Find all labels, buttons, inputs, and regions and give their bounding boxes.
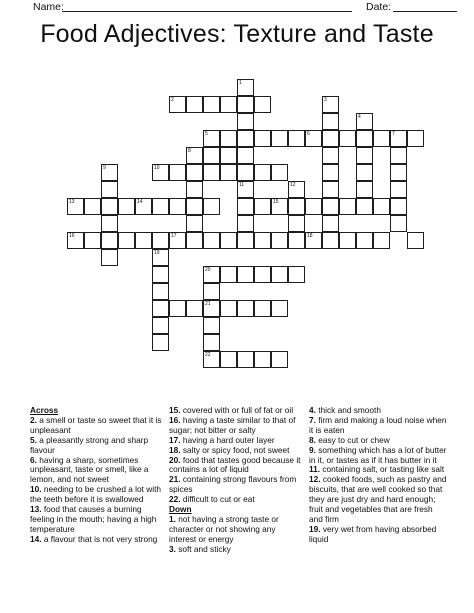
- clue-number: 20: [205, 267, 211, 273]
- clue-number: 2: [171, 97, 174, 103]
- crossword-cell[interactable]: [373, 198, 390, 215]
- crossword-cell[interactable]: [373, 232, 390, 249]
- clue-number: 8: [188, 148, 191, 154]
- crossword-cell[interactable]: [237, 130, 254, 147]
- clue-item: [309, 446, 447, 466]
- crossword-cell[interactable]: [169, 300, 186, 317]
- clue-item-text: containing strong flavours from spices: [169, 474, 297, 495]
- crossword-cell[interactable]: [254, 130, 271, 147]
- crossword-cell[interactable]: [356, 181, 373, 198]
- crossword-cell[interactable]: [152, 266, 169, 283]
- crossword-cell[interactable]: [237, 198, 254, 215]
- crossword-cell[interactable]: [237, 147, 254, 164]
- clue-item-text: food that causes a burning feeling in the mouth; having a high temperature: [30, 504, 157, 534]
- clue-item-number: 19.: [309, 523, 321, 534]
- crossword-cell[interactable]: [152, 283, 169, 300]
- clues-column-3: [309, 406, 447, 545]
- crossword-cell[interactable]: [237, 266, 254, 283]
- crossword-cell[interactable]: [169, 198, 186, 215]
- clue-item-number: 10.: [30, 484, 42, 495]
- clue-item-text: difficult to cut or eat: [180, 494, 255, 505]
- crossword-cell[interactable]: [254, 96, 271, 113]
- crossword-cell[interactable]: [186, 96, 203, 113]
- clue-number: 3: [324, 97, 327, 103]
- crossword-cell[interactable]: [84, 232, 101, 249]
- clue-item-number: 5.: [30, 434, 37, 445]
- clue-item-number: 14.: [30, 533, 42, 544]
- crossword-cell[interactable]: [203, 283, 220, 300]
- date-label: Date:: [366, 1, 392, 13]
- clue-item: [30, 416, 165, 436]
- crossword-cell[interactable]: [322, 181, 339, 198]
- crossword-cell[interactable]: [390, 181, 407, 198]
- crossword-cell[interactable]: [356, 164, 373, 181]
- clue-number: 10: [154, 165, 160, 171]
- page-title: Food Adjectives: Texture and Taste: [40, 20, 434, 48]
- crossword-cell[interactable]: [220, 266, 237, 283]
- clue-item: [169, 456, 304, 476]
- clue-number: 6: [307, 131, 310, 137]
- crossword-cell[interactable]: [271, 300, 288, 317]
- clue-item-text: covered with or full of fat or oil: [180, 405, 294, 415]
- clue-item-text: needing to be crushed a lot with the teeth before it is swallowed: [30, 484, 162, 505]
- down-clues-list-continued: [309, 406, 447, 545]
- clue-item-number: 21.: [169, 474, 181, 485]
- clue-item-number: 3.: [169, 543, 176, 554]
- clue-item-number: 9.: [309, 444, 316, 455]
- clue-item-text: having a sharp, sometimes unpleasant, taste or smell, like a lemon, and not sweet: [30, 454, 149, 485]
- clue-number: 18: [307, 233, 313, 239]
- crossword-cell[interactable]: [169, 164, 186, 181]
- clue-number: 15: [273, 199, 279, 205]
- crossword-cell[interactable]: [220, 164, 237, 181]
- crossword-cell[interactable]: [220, 232, 237, 249]
- clue-item: [169, 416, 304, 436]
- clue-item: [30, 505, 165, 535]
- clue-item: [309, 525, 447, 545]
- across-heading: Across: [30, 405, 59, 415]
- crossword-cell[interactable]: [254, 232, 271, 249]
- crossword-cell[interactable]: [118, 232, 135, 249]
- crossword-cell[interactable]: [254, 266, 271, 283]
- clue-number: 22: [205, 352, 211, 358]
- crossword-cell[interactable]: [237, 351, 254, 368]
- clue-number: 19: [154, 250, 160, 256]
- clue-item-number: 20.: [169, 454, 181, 465]
- crossword-cell[interactable]: [288, 198, 305, 215]
- clue-item-number: 22.: [169, 494, 181, 505]
- crossword-cell[interactable]: [254, 351, 271, 368]
- clue-item-number: 12.: [309, 474, 321, 485]
- crossword-cell[interactable]: [322, 232, 339, 249]
- crossword-cell[interactable]: [322, 130, 339, 147]
- crossword-cell[interactable]: [152, 317, 169, 334]
- crossword-cell[interactable]: [237, 164, 254, 181]
- clue-number: 13: [69, 199, 75, 205]
- clue-item-number: 1.: [169, 513, 176, 524]
- crossword-cell[interactable]: [305, 198, 322, 215]
- crossword-cell[interactable]: [101, 198, 118, 215]
- crossword-cell[interactable]: [237, 113, 254, 130]
- crossword-cell[interactable]: [220, 147, 237, 164]
- crossword-cell[interactable]: [186, 232, 203, 249]
- crossword-cell[interactable]: [220, 96, 237, 113]
- clue-number: 17: [171, 233, 177, 239]
- crossword-cell[interactable]: [322, 164, 339, 181]
- crossword-cell[interactable]: [271, 266, 288, 283]
- clue-item-number: 17.: [169, 434, 181, 445]
- crossword-cell[interactable]: [390, 198, 407, 215]
- crossword-cell[interactable]: [203, 96, 220, 113]
- crossword-cell[interactable]: [101, 181, 118, 198]
- clue-item-text: a smell or taste so sweet that it is unpleasant: [30, 414, 162, 435]
- crossword-cell[interactable]: [186, 300, 203, 317]
- crossword-cell[interactable]: [203, 334, 220, 351]
- clue-item: [30, 535, 165, 545]
- crossword-cell[interactable]: [373, 130, 390, 147]
- clue-item: [30, 436, 165, 456]
- crossword-cell[interactable]: [101, 215, 118, 232]
- clue-item: [309, 416, 447, 436]
- clue-item: [169, 545, 304, 555]
- crossword-cell[interactable]: [254, 300, 271, 317]
- crossword-cell[interactable]: [271, 164, 288, 181]
- clue-number: 9: [103, 165, 106, 171]
- crossword-cell[interactable]: [152, 300, 169, 317]
- crossword-cell[interactable]: [254, 198, 271, 215]
- across-clues-list-continued: [169, 406, 304, 505]
- clue-item-number: 7.: [309, 414, 316, 425]
- crossword-cell[interactable]: [356, 198, 373, 215]
- clue-item-text: a pleasantly strong and sharp flavour: [30, 434, 149, 455]
- clue-item-number: 4.: [309, 405, 316, 415]
- clue-item-text: having a hard outer layer: [180, 434, 275, 445]
- clue-item-text: firm and making a loud noise when it is eaten: [309, 414, 447, 435]
- crossword-cell[interactable]: [339, 198, 356, 215]
- crossword-cell[interactable]: [203, 164, 220, 181]
- clue-item-text: very wet from having absorbed liquid: [309, 523, 437, 544]
- crossword-cell[interactable]: [152, 334, 169, 351]
- crossword-cell[interactable]: [356, 130, 373, 147]
- clue-item: [30, 485, 165, 505]
- crossword-cell[interactable]: [390, 215, 407, 232]
- clue-number: 5: [205, 131, 208, 137]
- name-label: Name:: [33, 1, 64, 13]
- crossword-cell[interactable]: [203, 232, 220, 249]
- clue-item: [30, 456, 165, 486]
- crossword-cell[interactable]: [322, 147, 339, 164]
- crossword-cell[interactable]: [152, 232, 169, 249]
- crossword-cell[interactable]: [288, 130, 305, 147]
- crossword-cell[interactable]: [84, 198, 101, 215]
- clue-item-number: 15.: [169, 405, 181, 415]
- clue-item-text: not having a strong taste or character or not showing any interest or energy: [169, 513, 279, 544]
- crossword-cell[interactable]: [288, 232, 305, 249]
- crossword-cell[interactable]: [254, 164, 271, 181]
- crossword-cell[interactable]: [186, 215, 203, 232]
- crossword-cell[interactable]: [322, 113, 339, 130]
- clue-item-text: cooked foods, such as pastry and biscuits, that are well cooked so that they are just dry and hard enough; fruit and vegetables that are fresh and firm: [309, 474, 447, 524]
- clue-number: 1: [239, 80, 242, 86]
- crossword-cell[interactable]: [407, 130, 424, 147]
- crossword-cell[interactable]: [237, 96, 254, 113]
- crossword-cell[interactable]: [339, 232, 356, 249]
- clue-item-number: 18.: [169, 444, 181, 455]
- clue-number: 11: [239, 182, 245, 188]
- clue-number: 12: [290, 182, 296, 188]
- crossword-cell[interactable]: [203, 147, 220, 164]
- crossword-cell[interactable]: [237, 300, 254, 317]
- crossword-cell[interactable]: [203, 198, 220, 215]
- crossword-cell[interactable]: [271, 130, 288, 147]
- crossword-cell[interactable]: [220, 130, 237, 147]
- crossword-cell[interactable]: [322, 198, 339, 215]
- crossword-cell[interactable]: [237, 215, 254, 232]
- clue-item-number: 2.: [30, 414, 37, 425]
- clue-item-text: salty or spicy food, not sweet: [180, 444, 290, 455]
- down-heading: Down: [169, 504, 192, 515]
- crossword-cell[interactable]: [271, 351, 288, 368]
- crossword-cell[interactable]: [339, 130, 356, 147]
- clue-item-text: soft and sticky: [175, 543, 231, 554]
- down-clues-list: [169, 515, 304, 555]
- crossword-cell[interactable]: [101, 249, 118, 266]
- clue-item-text: containing salt, or tasting like salt: [320, 464, 445, 475]
- crossword-cell[interactable]: [407, 232, 424, 249]
- clue-item-number: 13.: [30, 504, 42, 515]
- clue-item-number: 8.: [309, 434, 316, 445]
- clue-number: 16: [69, 233, 75, 239]
- clue-item-text: having a taste similar to that of sugar; not bitter or salty: [169, 414, 296, 435]
- crossword-cell[interactable]: [186, 198, 203, 215]
- clue-item-text: thick and smooth: [315, 405, 381, 415]
- clue-number: 4: [358, 114, 361, 120]
- crossword-cell[interactable]: [288, 266, 305, 283]
- crossword-cell[interactable]: [220, 351, 237, 368]
- clue-item-number: 11.: [309, 464, 321, 475]
- clue-number: 21: [205, 301, 211, 307]
- clues-column-2: [169, 406, 304, 555]
- clue-number: 14: [137, 199, 143, 205]
- crossword-cell[interactable]: [101, 232, 118, 249]
- clue-item-text: easy to cut or chew: [315, 434, 390, 445]
- crossword-cell[interactable]: [118, 198, 135, 215]
- crossword-cell[interactable]: [356, 232, 373, 249]
- clue-item-text: something which has a lot of butter in it, or tastes as if it has butter in it: [309, 444, 447, 465]
- clue-number: 7: [392, 131, 395, 137]
- crossword-cell[interactable]: [237, 232, 254, 249]
- clue-item: [309, 475, 447, 525]
- clue-item-text: a flavour that is not very strong: [41, 533, 158, 544]
- crossword-cell[interactable]: [186, 164, 203, 181]
- crossword-cell[interactable]: [356, 147, 373, 164]
- clues-column-1: [30, 406, 165, 545]
- crossword-cell[interactable]: [220, 300, 237, 317]
- crossword-cell[interactable]: [203, 317, 220, 334]
- crossword-cell[interactable]: [390, 164, 407, 181]
- crossword-cell[interactable]: [186, 181, 203, 198]
- clue-item: [169, 515, 304, 545]
- clue-item-number: 16.: [169, 414, 181, 425]
- crossword-cell[interactable]: [152, 198, 169, 215]
- across-clues-list: [30, 416, 165, 545]
- crossword-cell[interactable]: [135, 232, 152, 249]
- crossword-cell[interactable]: [271, 232, 288, 249]
- clue-item-text: food that tastes good because it contains a lot of liquid: [169, 454, 301, 475]
- clue-item-number: 6.: [30, 454, 37, 465]
- crossword-cell[interactable]: [390, 147, 407, 164]
- crossword-cell[interactable]: [288, 215, 305, 232]
- crossword-cell[interactable]: [322, 215, 339, 232]
- clue-item: [169, 475, 304, 495]
